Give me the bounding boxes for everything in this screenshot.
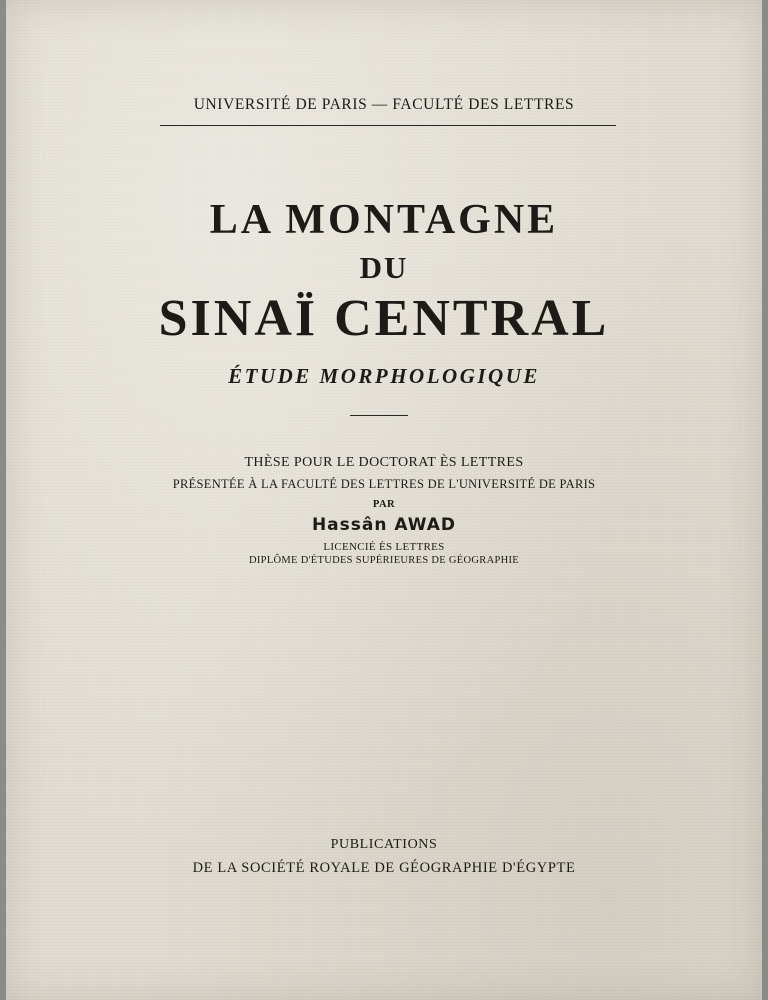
author-credential-1: LICENCIÉ ÈS LETTRES (323, 541, 445, 553)
thesis-line-2: PRÉSENTÉE À LA FACULTÉ DES LETTRES DE L'UNIVERSITÉ DE PARIS (172, 477, 596, 491)
publisher-line-1: PUBLICATIONS (330, 837, 438, 852)
header-divider (160, 125, 616, 126)
subtitle: ÉTUDE MORPHOLOGIQUE (228, 364, 540, 388)
book-cover (6, 0, 762, 1000)
title-divider (350, 415, 408, 416)
author-credential-2: DIPLÔME D'ÉTUDES SUPÉRIEURES DE GÉOGRAPHIE (249, 555, 519, 566)
title-line-1: LA MONTAGNE (209, 197, 559, 243)
author-name: Hassân AWAD (311, 515, 457, 535)
title-line-2: DU (359, 250, 409, 285)
title-line-3: SINAÏ CENTRAL (158, 290, 610, 347)
publisher-line-2: DE LA SOCIÉTÉ ROYALE DE GÉOGRAPHIE D'ÉGYPTE (192, 860, 576, 876)
thesis-line-1: THÈSE POUR LE DOCTORAT ÈS LETTRES (244, 455, 524, 470)
thesis-par: PAR (372, 499, 396, 510)
institution-header: UNIVERSITÉ DE PARIS — FACULTÉ DES LETTRES (193, 96, 575, 113)
